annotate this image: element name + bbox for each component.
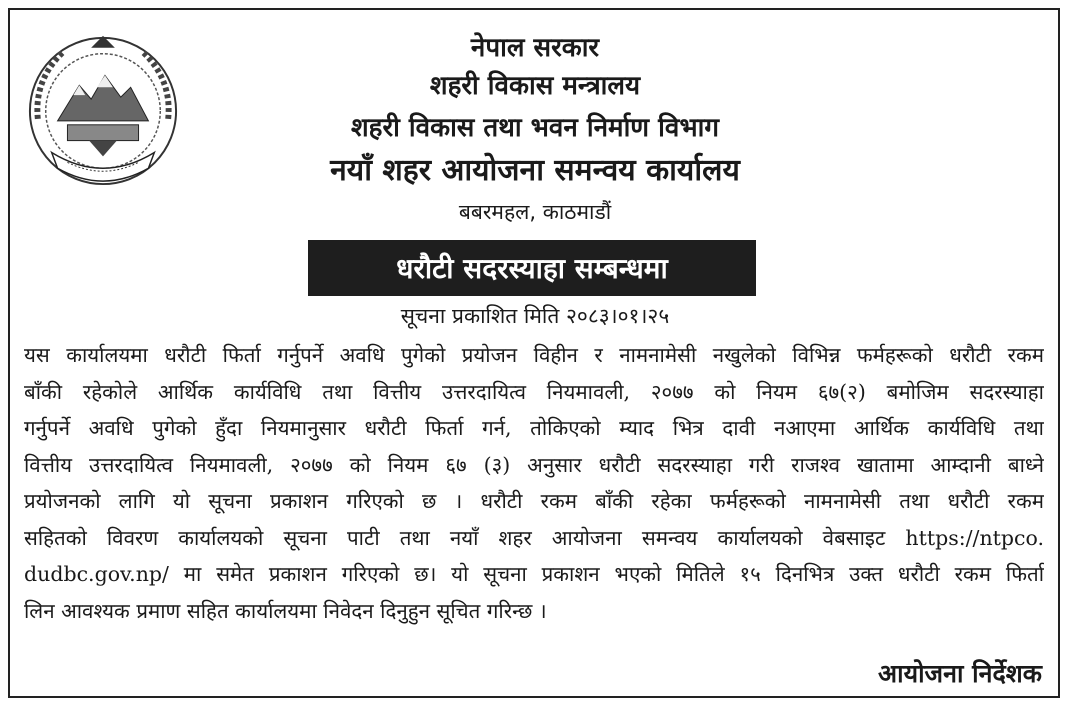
ministry-name: शहरी विकास मन्त्रालय <box>429 71 641 101</box>
body-line: dudbc.gov.np/ मा समेत प्रकाशन गरिएको छ। यो सूचना प्रकाशन भएको मितिले १५ दिनभित्र उक्त धरौटी रकम फिर्ता <box>24 562 1044 586</box>
body-line: सहितको विवरण कार्यालयको सूचना पाटी तथा नयाँ शहर आयोजना समन्वय कार्यालयको वेबसाइट https://ntpco. <box>24 525 1044 550</box>
body-line: वित्तीय उत्तरदायित्व नियमावली, २०७७ को नियम ६७ (३) अनुसार धरौटी सदरस्याहा गरी राजश्व खातामा आम्दानी बाध्ने <box>24 452 1044 477</box>
notice-body <box>24 337 1044 629</box>
publication-date: सूचना प्रकाशित मिति २०८३।०१।२५ <box>400 304 670 328</box>
body-line: प्रयोजनको लागि यो सूचना प्रकाशन गरिएको छ । धरौटी रकम बाँकी रहेका फर्महरूको नामनामेसी तथा धरौटी रकम <box>24 489 1044 513</box>
body-line: यस कार्यालयमा धरौटी फिर्ता गर्नुपर्ने अवधि पुगेको प्रयोजन विहीन र नामनामेसी नखुलेको विभिन्न फर्महरूको धरौटी रकम <box>24 343 1044 367</box>
body-line: गर्नुपर्ने अवधि पुगेको हुँदा नियमानुसार धरौटी फिर्ता गर्न, तोकिएको म्याद भित्र दावी नआएमा आर्थिक कार्यविधि तथा <box>24 416 1044 440</box>
signatory-title: आयोजना निर्देशक <box>878 659 1042 688</box>
body-line: बाँकी रहेकोले आर्थिक कार्यविधि तथा वित्तीय उत्तरदायित्व नियमावली, २०७७ को नियम ६७(२) बमोजिम सदरस्याहा <box>24 379 1044 404</box>
department-name: शहरी विकास तथा भवन निर्माण विभाग <box>351 113 719 143</box>
office-name: नयाँ शहर आयोजना समन्वय कार्यालय <box>330 153 740 188</box>
office-address: बबरमहल, काठमाडौं <box>458 200 612 224</box>
notice-title: धरौटी सदरस्याहा सम्बन्धमा <box>308 240 756 296</box>
body-line: लिन आवश्यक प्रमाण सहित कार्यालयमा निवेदन दिनुहुन सूचित गरिन्छ । <box>24 598 547 623</box>
government-name: नेपाल सरकार <box>470 33 600 63</box>
